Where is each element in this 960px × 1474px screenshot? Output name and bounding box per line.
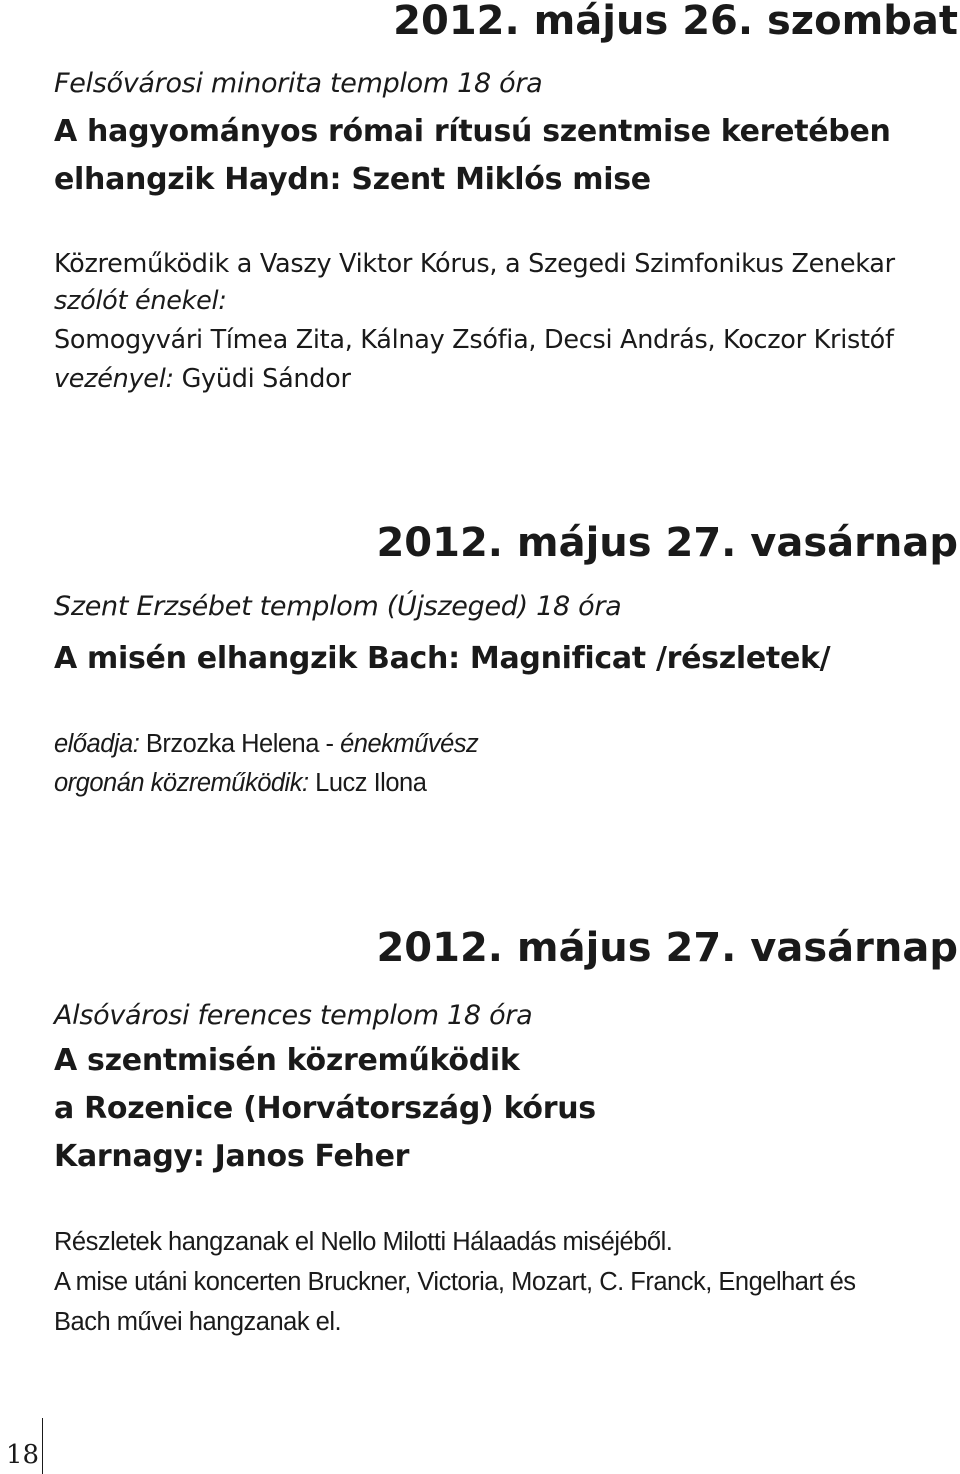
page-number: 18 bbox=[6, 1440, 40, 1470]
event-1-conductor-label: vezényel: bbox=[54, 364, 174, 394]
event-3-date: 2012. május 27. vasárnap bbox=[376, 925, 958, 971]
event-3-note-1: Részletek hangzanak el Nello Milotti Hálaadás miséjéből. bbox=[54, 1228, 673, 1256]
event-3-headline-line-2: a Rozenice (Horvátország) kórus bbox=[54, 1091, 596, 1126]
event-1-headline-line-2: elhangzik Haydn: Szent Miklós mise bbox=[54, 162, 651, 197]
event-1-soloists-label: szólót énekel: bbox=[54, 286, 227, 316]
event-3-headline-line-3: Karnagy: Janos Feher bbox=[54, 1139, 410, 1174]
event-1-performers: Közreműködik a Vaszy Viktor Kórus, a Szegedi Szimfonikus Zenekar bbox=[54, 249, 895, 279]
event-1-headline-line-1: A hagyományos római rítusú szentmise keretében bbox=[54, 114, 891, 149]
event-3-venue: Alsóvárosi ferences templom 18 óra bbox=[54, 1000, 533, 1031]
event-1-date: 2012. május 26. szombat bbox=[393, 0, 958, 44]
event-2-performer-line bbox=[54, 724, 478, 764]
event-2-performer-label: előadja: bbox=[54, 730, 140, 758]
event-1-soloists: Somogyvári Tímea Zita, Kálnay Zsófia, Decsi András, Koczor Kristóf bbox=[54, 325, 894, 355]
event-3-note-3: Bach művei hangzanak el. bbox=[54, 1308, 342, 1336]
event-2-organ-label: orgonán közreműködik: bbox=[54, 769, 309, 797]
event-1-conductor-line bbox=[54, 359, 351, 400]
event-2-headline: A misén elhangzik Bach: Magnificat /részletek/ bbox=[54, 641, 831, 676]
event-3-headline-line-1: A szentmisén közreműködik bbox=[54, 1043, 520, 1078]
event-2-performer: Brzozka Helena - bbox=[139, 730, 341, 758]
event-2-date: 2012. május 27. vasárnap bbox=[376, 520, 958, 566]
event-2-organ: Lucz Ilona bbox=[308, 769, 427, 797]
event-2-organ-line bbox=[54, 763, 426, 803]
page-number-rule bbox=[42, 1418, 43, 1474]
event-2-performer-role: énekművész bbox=[340, 730, 479, 758]
event-1-venue: Felsővárosi minorita templom 18 óra bbox=[54, 68, 543, 99]
event-3-note-2: A mise utáni koncerten Bruckner, Victoria, Mozart, C. Franck, Engelhart és bbox=[54, 1268, 856, 1296]
event-2-venue: Szent Erzsébet templom (Újszeged) 18 óra bbox=[54, 591, 622, 622]
event-1-conductor: Gyüdi Sándor bbox=[173, 364, 351, 394]
